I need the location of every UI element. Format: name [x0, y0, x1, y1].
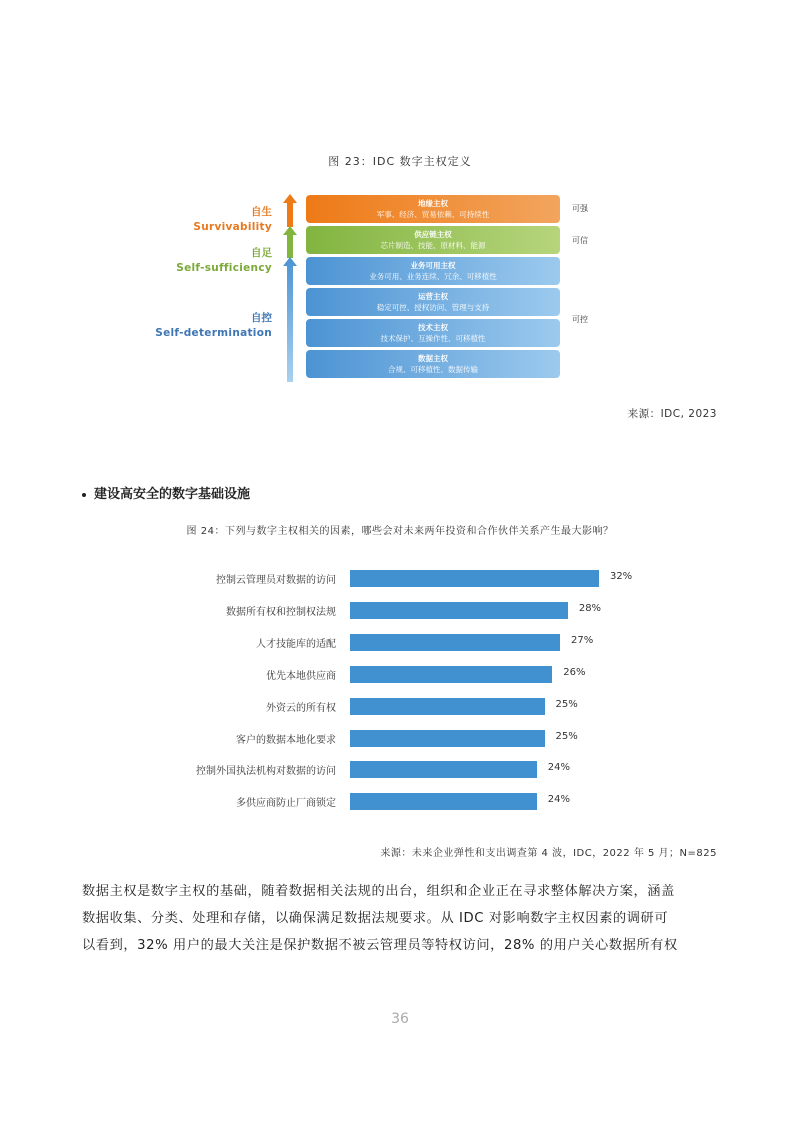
bar-row	[0, 664, 800, 684]
layer-description: 技术保护、互操作性、可移植性	[380, 334, 486, 343]
bar-value-label: 26%	[563, 666, 586, 678]
right-label-controllable: 可控	[572, 315, 588, 324]
right-label-trusted: 可信	[572, 236, 588, 245]
layer-title: 技术主权	[418, 323, 448, 332]
side-label-en: Survivability	[193, 221, 272, 233]
bar	[350, 730, 545, 747]
layer-title: 运营主权	[418, 292, 448, 301]
layer-title: 地缘主权	[418, 199, 448, 208]
bar-category-label: 客户的数据本地化要求	[236, 734, 336, 746]
bar-category-label: 人才技能库的适配	[256, 638, 336, 650]
paragraph-line: 数据主权是数字主权的基础，随着数据相关法规的出台，组织和企业正在寻求整体解决方案，涵盖	[82, 884, 675, 899]
layer-description: 军事、经济、贸易依赖、可持续性	[376, 210, 490, 219]
bar	[350, 602, 568, 619]
layer-geopolitical-sovereignty	[306, 195, 560, 223]
bar-row	[0, 728, 800, 748]
bar-value-label: 24%	[547, 762, 570, 774]
layer-description: 合规、可移植性、数据传输	[388, 365, 478, 374]
layer-data-sovereignty	[306, 350, 560, 378]
bar-category-label: 控制外国执法机构对数据的访问	[196, 766, 336, 778]
layer-technical-sovereignty	[306, 319, 560, 347]
bar	[350, 570, 599, 587]
side-label-survivability	[193, 205, 272, 235]
bullet-icon	[82, 493, 86, 497]
paragraph-line: 数据收集、分类、处理和存储，以确保满足数据法规要求。从 IDC 对影响数字主权因素的调研可	[82, 911, 669, 926]
section-heading	[82, 483, 250, 502]
bar-row	[0, 632, 800, 652]
bar	[350, 634, 560, 651]
layer-description: 稳定可控、授权访问、管理与支持	[376, 303, 490, 312]
bar-category-label: 外资云的所有权	[266, 702, 336, 714]
side-label-self-determination	[155, 311, 272, 341]
bar-value-label: 27%	[571, 634, 594, 646]
bar-value-label: 28%	[578, 602, 602, 614]
bar-value-label: 25%	[555, 698, 578, 710]
bar-category-label: 数据所有权和控制权法规	[226, 606, 336, 618]
figure-23-source: 来源：IDC, 2023	[627, 408, 717, 420]
bar-row	[0, 600, 800, 620]
layer-description: 芯片制造、技能、原材料、能源	[380, 241, 486, 250]
page-number: 36	[391, 1011, 409, 1027]
layer-business-availability-sovereignty	[306, 257, 560, 285]
paragraph-line: 以看到，32% 用户的最大关注是保护数据不被云管理员等特权访问，28% 的用户关心数据所有权	[82, 938, 678, 953]
layer-supply-chain-sovereignty	[306, 226, 560, 254]
bar	[350, 761, 537, 778]
layer-operational-sovereignty	[306, 288, 560, 316]
layer-title: 数据主权	[418, 354, 448, 363]
side-label-zh: 自控	[251, 312, 272, 324]
bar-row	[0, 568, 800, 588]
figure-23-title: 图 23：IDC 数字主权定义	[328, 155, 472, 168]
side-label-en: Self-determination	[155, 327, 272, 339]
bar-category-label: 优先本地供应商	[266, 670, 336, 682]
right-label-strong: 可强	[572, 204, 588, 213]
section-heading-text: 建设高安全的数字基础设施	[94, 487, 251, 502]
bar-row	[0, 791, 800, 811]
side-label-self-sufficiency	[176, 246, 272, 276]
bar-row	[0, 696, 800, 716]
side-label-zh: 自生	[251, 206, 272, 218]
figure-24-title: 图 24：下列与数字主权相关的因素，哪些会对未来两年投资和合作伙伴关系产生最大影响？	[186, 526, 614, 537]
bar-row	[0, 759, 800, 779]
bar-value-label: 25%	[555, 730, 578, 742]
layer-title: 业务可用主权	[410, 261, 456, 270]
bar-category-label: 控制云管理员对数据的访问	[216, 575, 336, 586]
bar	[350, 698, 545, 715]
side-label-en: Self-sufficiency	[176, 262, 272, 274]
bar-value-label: 24%	[547, 794, 570, 806]
figure-24-source: 来源：未来企业弹性和支出调查第 4 波，IDC，2022 年 5 月；N=825	[380, 848, 717, 859]
bar	[350, 793, 537, 810]
bar-value-label: 32%	[609, 571, 633, 582]
side-label-zh: 自足	[251, 247, 272, 259]
bar-category-label: 多供应商防止厂商锁定	[236, 798, 336, 810]
layer-title: 供应链主权	[414, 230, 452, 239]
layer-description: 业务可用、业务连续、冗余、可移植性	[369, 272, 497, 281]
upward-arrow-icon	[283, 194, 297, 382]
bar	[350, 666, 552, 683]
body-paragraph	[82, 878, 718, 959]
